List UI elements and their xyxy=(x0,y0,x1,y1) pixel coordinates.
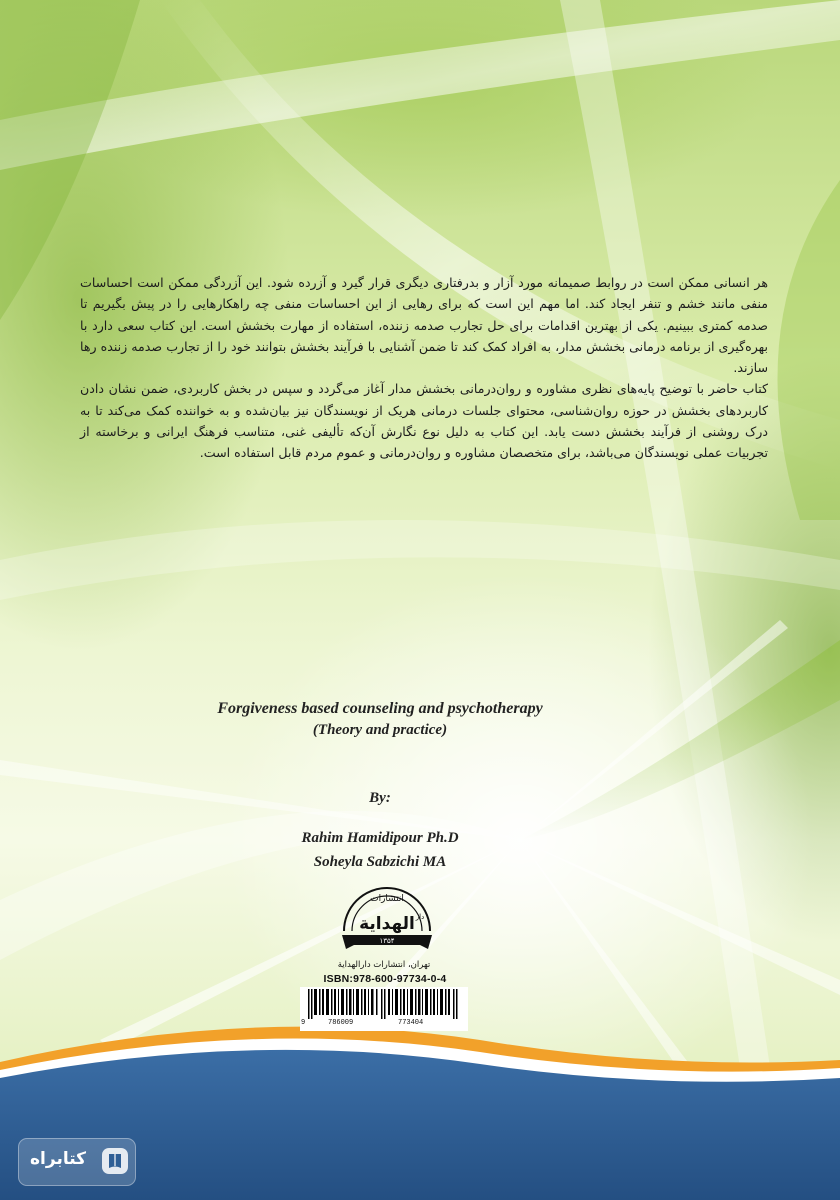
logo-year: ۱۳۵۴ xyxy=(379,937,395,945)
by-label: By: xyxy=(369,790,391,806)
english-subtitle: (Theory and practice) xyxy=(312,722,448,738)
barcode-bars xyxy=(308,989,460,1019)
barcode-digit: 773404 xyxy=(398,1019,424,1027)
isbn-barcode xyxy=(300,987,468,1031)
description-paragraph: هر انسانی ممکن است در روابط صمیمانه مورد آزار و بدرفتاری دیگری قرار گیرد و آزرده شود. این آزردگی ممکن است احساسات منفی مانند خشم و تنفر ایجاد کند. اما مهم این است که برای رهایی از این احساسات منفی چه راهکارهایی را در پیش بگیریم تا صدمه کمتری ببینیم. یکی از بهترین اقدامات برای حل تجارب صدمه زننده، استفاده از مهارت بخشش است. این کتاب سعی دارد با بهره‌گیری از برنامه درمانی بخشش مدار، به افراد کمک کند تا ضمن آشنایی با فرآیند بخشش بتوانند خود را از تجارب صدمه زننده رها سازند. xyxy=(80,275,768,376)
description-paragraph: کتاب حاضر با توضیح پایه‌های نظری مشاوره و روان‌درمانی بخشش مدار آغاز می‌گردد و سپس در بخش کاربردی، ضمن نشان دادن کاربردهای بخشش در حوزه روان‌شناسی، محتوای جلسات درمانی هریک از نویسندگان نیز بیان‌شده و به خواننده کمک می‌کند تا به درک روشنی از فرآیند بخشش دست یابد. این کتاب به دلیل نوع نگارش آن‌که تألیفی غنی، متناسب فرهنگ ایرانی و برخاسته از تجربیات عملی نویسندگان می‌باشد، برای متخصصان مشاوره و روان‌درمانی و عموم مردم قابل استفاده است. xyxy=(80,381,768,461)
barcode-digit: 786009 xyxy=(328,1019,354,1027)
isbn-label: ISBN:978-600-97734-0-4 xyxy=(323,973,447,985)
logo-name: الهدایة xyxy=(359,914,415,934)
persian-description xyxy=(80,272,768,464)
barcode-digit: 9 xyxy=(301,1019,306,1027)
logo-top-text: انتشارات xyxy=(370,894,404,904)
author-name: Soheyla Sabzichi MA xyxy=(313,854,447,870)
logo-side-text: دار xyxy=(415,913,425,921)
publisher-logo xyxy=(334,879,440,959)
ketabrah-watermark xyxy=(18,1138,134,1184)
english-title: Forgiveness based counseling and psychotherapy xyxy=(217,700,543,717)
author-name: Rahim Hamidipour Ph.D xyxy=(301,830,459,846)
watermark-label: کتابراه xyxy=(30,1149,87,1169)
publisher-address: تهران، انتشارات دارالهدایة xyxy=(337,960,431,970)
ketabrah-book-icon xyxy=(100,1146,130,1176)
